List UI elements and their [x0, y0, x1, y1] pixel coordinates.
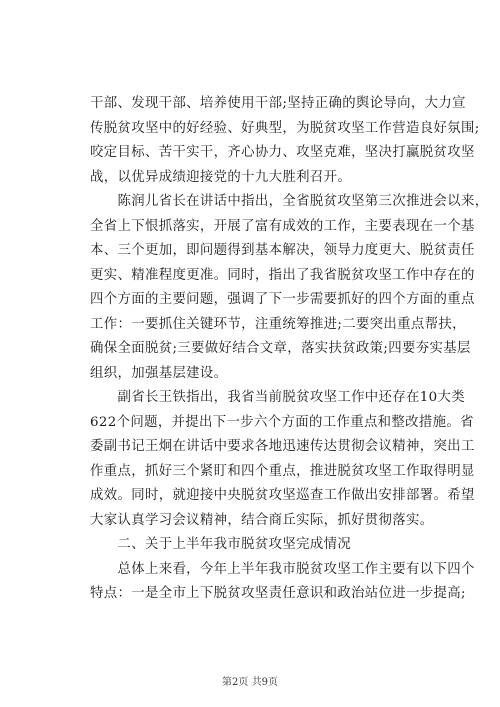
text-line: 工作：一要抓住关键环节，注重统筹推进;二要突出重点帮扶， [90, 316, 466, 332]
text-line: 更实、精准程度更准。同时，指出了我省脱贫攻坚工作中存在的 [90, 267, 475, 283]
section-heading: 二、关于上半年我市脱贫攻坚完成情况 [90, 537, 352, 552]
text-line: 622个问题，并提出下一步六个方面的工作重点和整改措施。省 [90, 414, 474, 430]
text-line: 大家认真学习会议精神，结合商丘实际，抓好贯彻落实。 [90, 512, 434, 528]
body-text [90, 92, 489, 607]
text-line: 咬定目标、苦干实干，齐心协力、攻坚克难，坚决打赢脱贫攻坚 [90, 145, 475, 160]
text-line: 组织，加强基层建设。 [90, 365, 228, 381]
text-line: 本、三个更加，即问题得到基本解决，领导力度更大、脱贫责任 [90, 243, 475, 258]
text-line: 确保全面脱贫;三要做好结合文章，落实扶贫政策;四要夯实基层 [90, 341, 471, 356]
text-line: 特点：一是全市上下脱贫攻坚责任意识和政治站位进一步提高; [90, 586, 466, 601]
text-line: 干部、发现干部、培养使用干部;坚持正确的舆论导向，大力宣 [90, 96, 466, 111]
page-number-footer: 第2页 共9页 [222, 677, 278, 688]
text-line: 四个方面的主要问题，强调了下一步需要抓好的四个方面的重点 [90, 292, 475, 307]
text-line: 作重点，抓好三个紧盯和四个重点，推进脱贫攻坚工作取得明显 [90, 463, 475, 479]
text-line: 委副书记王炯在讲话中要求各地迅速传达贯彻会议精神，突出工 [90, 439, 475, 454]
text-line: 全省上下恨抓落实，开展了富有成效的工作，主要表现在一个基 [90, 218, 475, 234]
text-line: 传脱贫攻坚中的好经验、好典型，为脱贫攻坚工作营造良好氛围; [90, 120, 480, 136]
text-line: 陈润儿省长在讲话中指出，全省脱贫攻坚第三次推进会以来， [90, 194, 489, 209]
text-line: 总体上来看，今年上半年我市脱贫攻坚工作主要有以下四个 [90, 561, 475, 577]
text-line: 成效。同时，就迎接中央脱贫攻坚巡查工作做出安排部署。希望 [90, 488, 475, 503]
text-line: 副省长王铁指出，我省当前脱贫攻坚工作中还存在10大类 [90, 390, 465, 405]
text-line: 战，以优异成绩迎接党的十九大胜利召开。 [90, 169, 352, 185]
